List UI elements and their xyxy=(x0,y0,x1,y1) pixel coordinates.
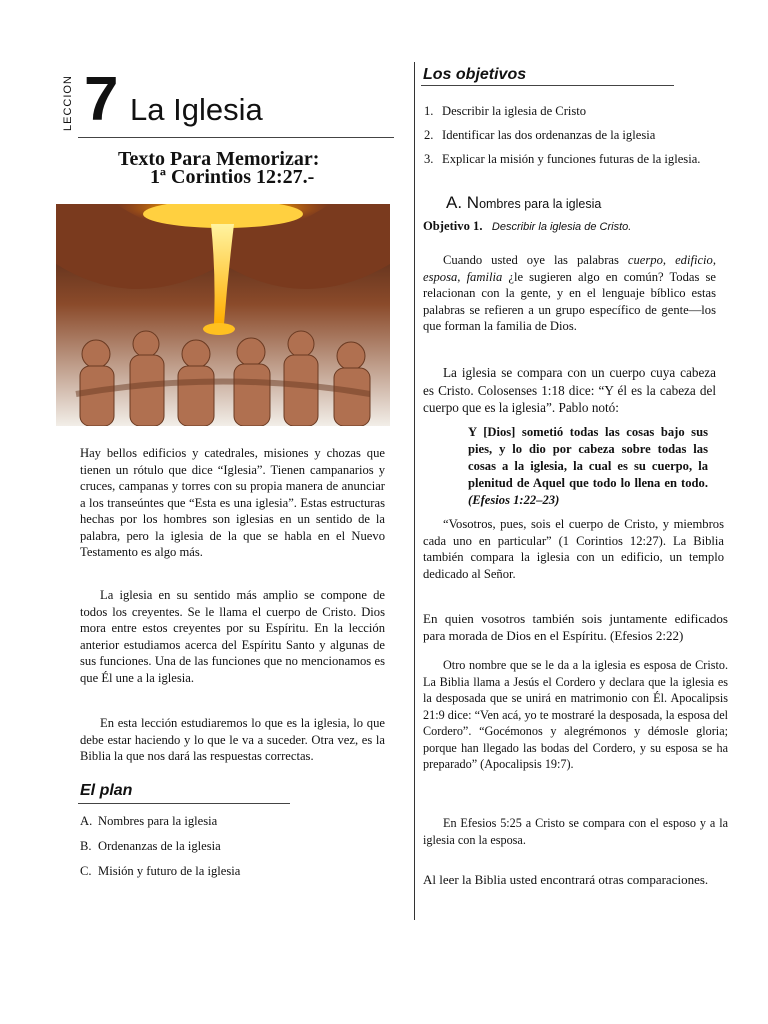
paragraph-comparisons: Al leer la Biblia usted encontrará otras comparaciones. xyxy=(423,872,709,887)
paragraph-husband: En Efesios 5:25 a Cristo se compara con el esposo y a la iglesia con la esposa. xyxy=(423,816,728,847)
plan-list xyxy=(80,814,380,879)
list-item: A. Nombres para la iglesia xyxy=(80,814,218,828)
lesson-label: LECCION xyxy=(62,75,74,131)
intro-paragraph-1: Hay bellos edificios y catedrales, misiones y chozas que tienen un rótulo que dice “Iglesia”. Tienen campanarios y cruces, campanas y torres con su propia manera de anunciar a los transeúntes que “Esta es una iglesia”. Estas estructuras hechas por los hombres son iglesias en un sentido de la palabra, pero la iglesia de la que se habla en el Nuevo Testamento es algo más. xyxy=(80,446,385,559)
intro-paragraph-2: La iglesia en su sentido más amplio se compone de todos los creyentes. Se le llama el cuerpo de Cristo. Dios mora entre estos creyentes por su Espíritu. En la lección anterior estudiamos acerca del Espíritu Santo y algunas de sus funciones. Una de las funciones que no mencionamos es que Él une a la iglesia. xyxy=(80,588,385,685)
objectives-rule xyxy=(421,85,674,86)
list-item: B. Ordenanzas de la iglesia xyxy=(80,839,221,853)
paragraph-names: Cuando usted oye las palabras cuerpo, edificio, esposa, familia ¿le sugieren algo en común? Todas se relacionan con la gente, y en el lenguaje bíblico estas palabras se refieren a un grupo específico de gente—los que forman la familia de Dios. xyxy=(423,253,716,333)
paragraph-body: La iglesia se compara con un cuerpo cuya cabeza es Cristo. Colosenses 1:18 dice: “Y él es la cabeza del cuerpo que es la iglesia”. Pablo notó: xyxy=(423,365,716,415)
objectives-heading: Los objetivos xyxy=(423,66,527,83)
lesson-illustration xyxy=(56,204,390,426)
column-divider xyxy=(414,62,415,920)
section-a-heading: A. Nombres para la iglesia xyxy=(446,193,602,212)
memorize-reference: 1ª Corintios 12:27.- xyxy=(150,166,315,188)
paragraph-body-member: “Vosotros, pues, sois el cuerpo de Cristo, y miembros cada uno en particular” (1 Corintios 12:27). La Biblia también compara la iglesia con un edificio, un templo dedicado al Señor. xyxy=(423,517,724,581)
memorize-title: Texto Para Memorizar: xyxy=(118,148,320,170)
list-item: C. Misión y futuro de la iglesia xyxy=(80,864,241,878)
plan-rule xyxy=(78,803,290,804)
objective-1-line: Objetivo 1. Describir la iglesia de Cristo. xyxy=(423,219,632,233)
intro-paragraph-3: En esta lección estudiaremos lo que es la iglesia, lo que debe estar haciendo y lo que le va a suceder. Otra vez, es la Biblia la que nos dará las respuestas correctas. xyxy=(80,716,385,763)
lesson-title: La Iglesia xyxy=(130,92,263,127)
scripture-quote: Y [Dios] sometió todas las cosas bajo sus pies, y lo dio por cabeza sobre todas las cosas a la iglesia, la cual es su cuerpo, la plenitud de Aquel que todo lo llena en todo. (Efesios 1:22–23) xyxy=(468,425,708,507)
objectives-list xyxy=(424,104,744,167)
header-rule xyxy=(78,137,394,138)
list-item: 2. Identificar las dos ordenanzas de la iglesia xyxy=(424,128,656,142)
lesson-number: 7 xyxy=(84,65,119,134)
list-item: 3. Explicar la misión y funciones futuras de la iglesia. xyxy=(424,152,701,166)
list-item: 1. Describir la iglesia de Cristo xyxy=(424,104,587,118)
plan-heading: El plan xyxy=(80,782,133,799)
paragraph-building: En quien vosotros también sois juntamente edificados para morada de Dios en el Espíritu. (Efesios 2:22) xyxy=(423,611,728,643)
paragraph-bride: Otro nombre que se le da a la iglesia es esposa de Cristo. La Biblia llama a Jesús el Cordero y declara que la iglesia es la desposada que se unirá en matrimonio con Él. Apocalipsis 21:9 dice: “Ven acá, yo te mostraré la desposada, la esposa del Cordero”. “Gocémonos y alegrémonos y démosle gloria; porque han llegado las bodas del Cordero, y su esposa se ha preparado” (Apocalipsis 19:7). xyxy=(423,658,728,771)
